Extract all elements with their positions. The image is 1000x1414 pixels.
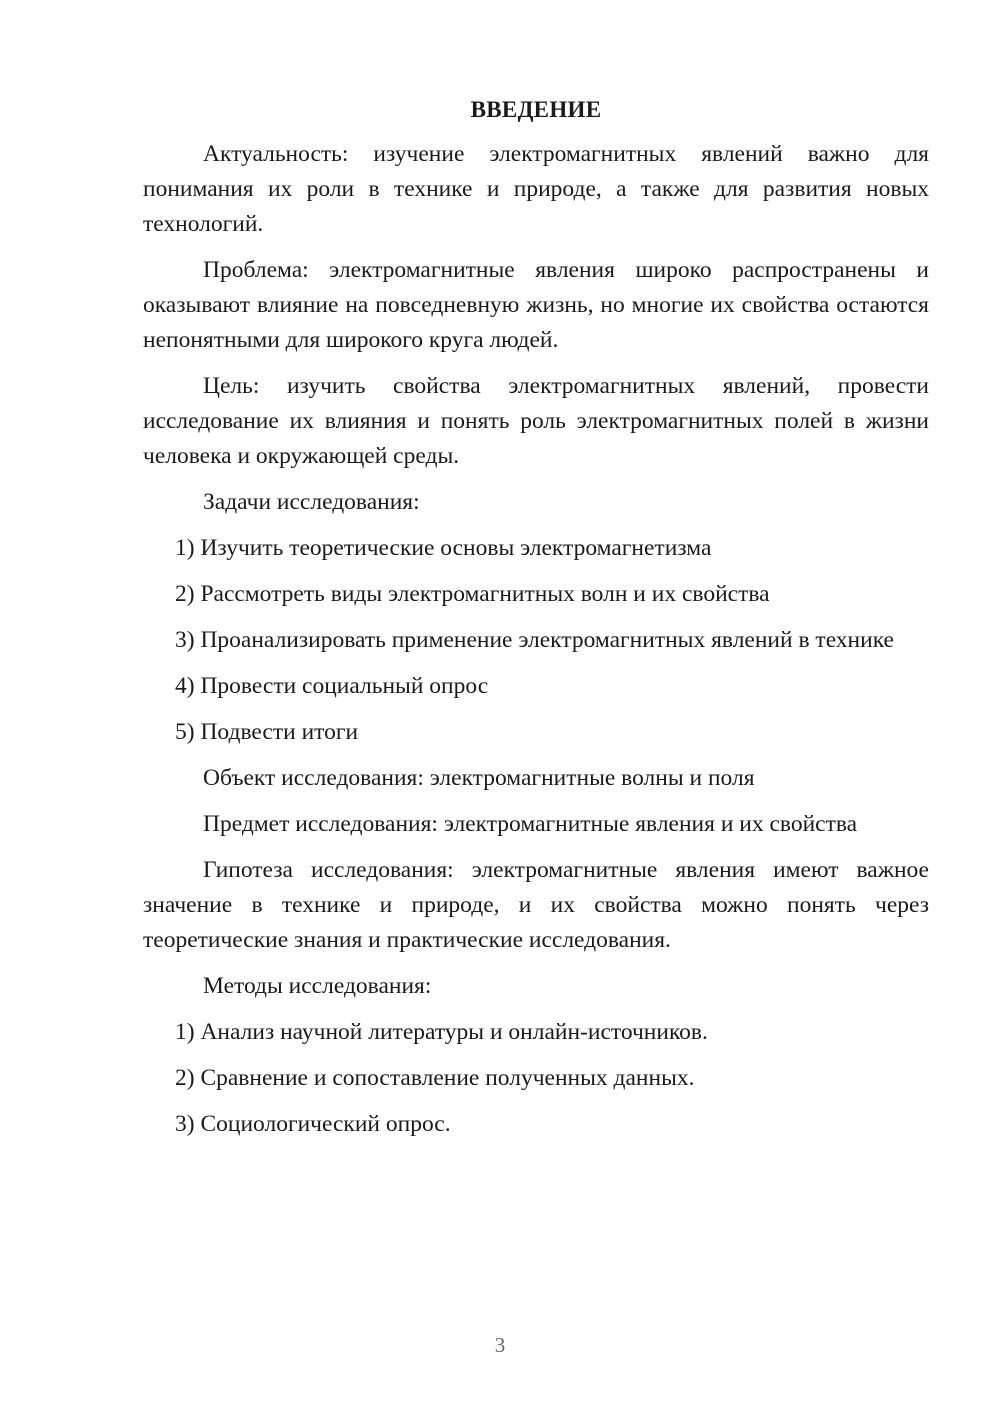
task-item-5: 5) Подвести итоги	[175, 719, 359, 745]
paragraph-subject: Предмет исследования: электромагнитные явления и их свойства	[203, 811, 858, 837]
task-item-4: 4) Провести социальный опрос	[175, 673, 489, 699]
page-title: ВВЕДЕНИЕ	[470, 97, 602, 122]
methods-heading: Методы исследования:	[203, 973, 432, 999]
method-item-2: 2) Сравнение и сопоставление полученных данных.	[175, 1065, 695, 1091]
paragraph-object: Объект исследования: электромагнитные волны и поля	[203, 765, 755, 791]
paragraph-problem: Проблема: электромагнитные явления широко распространены и оказывают влияние на повседневную жизнь, но многие их свойства остаются непонятными для широкого круга людей.	[143, 257, 929, 353]
page-number: 3	[494, 1333, 506, 1357]
method-item-1: 1) Анализ научной литературы и онлайн-источников.	[175, 1019, 708, 1045]
page-content	[143, 92, 929, 1153]
task-item-3: 3) Проанализировать применение электромагнитных явлений в технике	[175, 627, 894, 653]
paragraph-relevance: Актуальность: изучение электромагнитных явлений важно для понимания их роли в технике и природе, а также для развития новых технологий.	[143, 141, 929, 237]
task-item-2: 2) Рассмотреть виды электромагнитных волн и их свойства	[175, 581, 770, 607]
paragraph-hypothesis: Гипотеза исследования: электромагнитные явления имеют важное значение в технике и природе, и их свойства можно понять через теоретические знания и практические исследования.	[143, 857, 929, 953]
task-item-1: 1) Изучить теоретические основы электромагнетизма	[175, 535, 712, 561]
tasks-heading: Задачи исследования:	[203, 489, 420, 515]
method-item-3: 3) Социологический опрос.	[175, 1111, 451, 1137]
paragraph-goal: Цель: изучить свойства электромагнитных явлений, провести исследование их влияния и понять роль электромагнитных полей в жизни человека и окружающей среды.	[143, 373, 929, 469]
